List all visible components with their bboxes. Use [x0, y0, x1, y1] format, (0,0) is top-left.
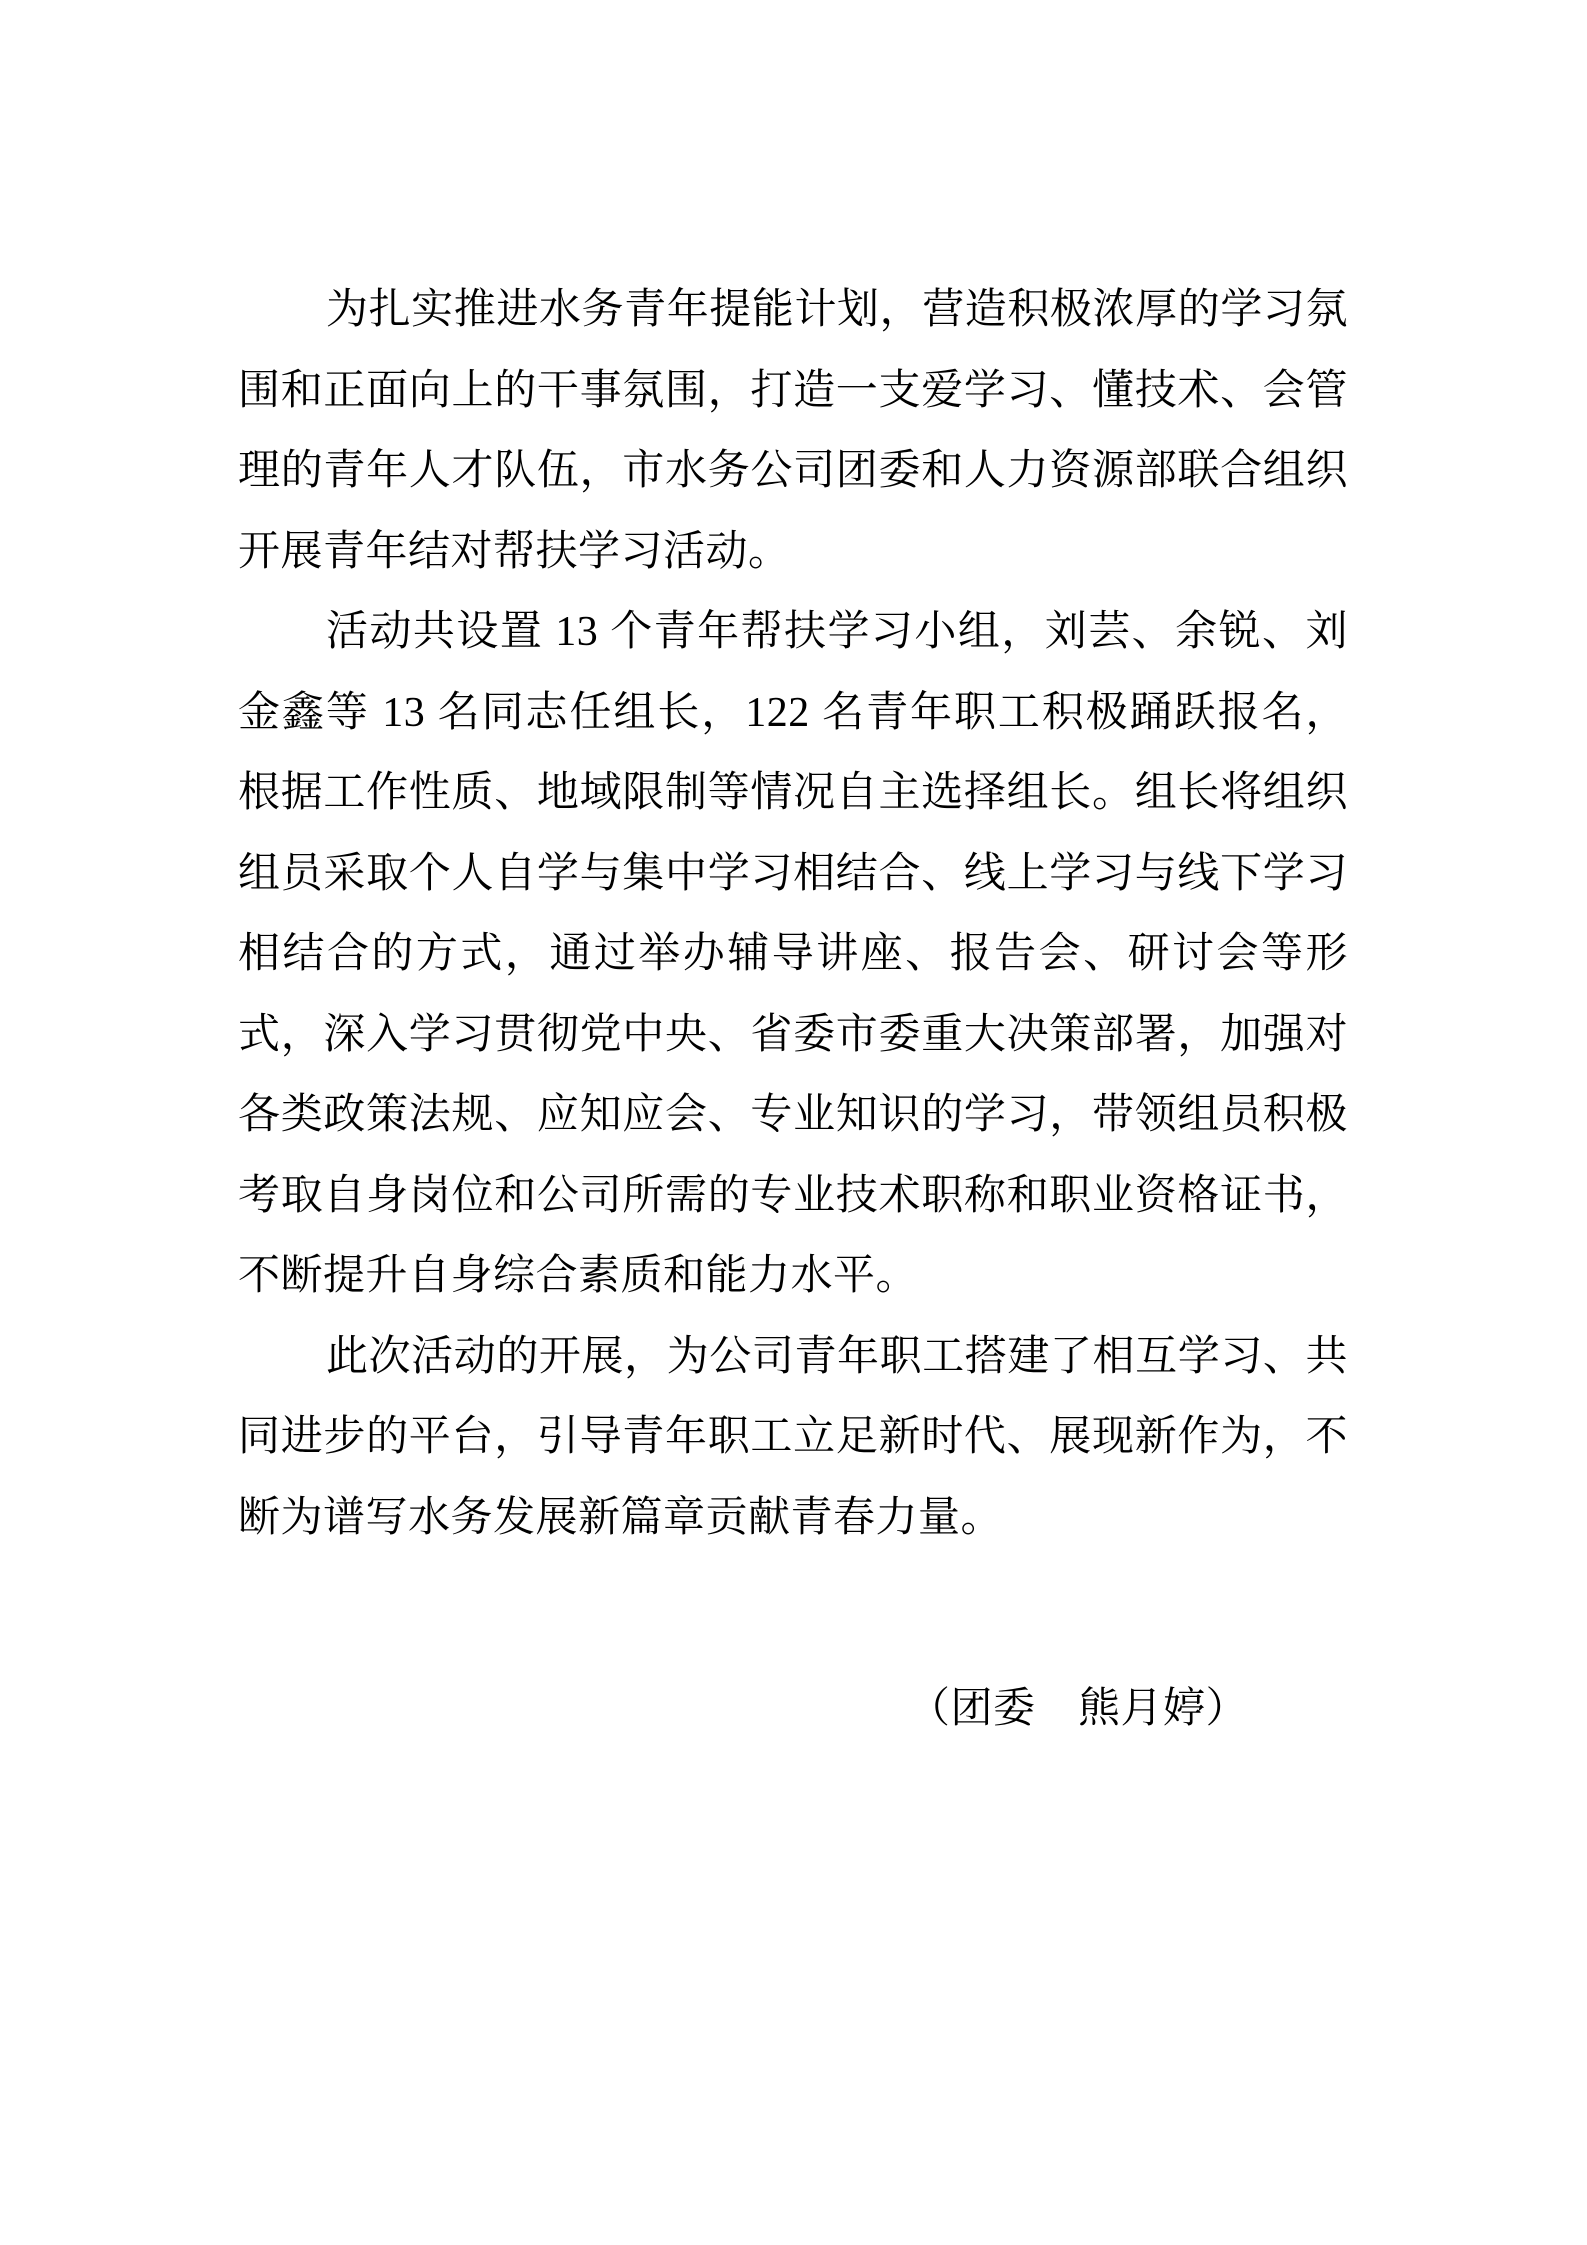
paragraph-intro: 为扎实推进水务青年提能计划，营造积极浓厚的学习氛围和正面向上的干事氛围，打造一支爱学习、懂技术、会管理的青年人才队伍，市水务公司团委和人力资源部联合组织开展青年结对帮扶学习活动。 [238, 287, 1348, 575]
paragraph-activity-details: 活动共设置 13 个青年帮扶学习小组，刘芸、余锐、刘金鑫等 13 名同志任组长，122 名青年职工积极踊跃报名，根据工作性质、地域限制等情况自主选择组长。组长将组织组员采取个人自学与集中学习相结合、线上学习与线下学习相结合的方式，通过举办辅导讲座、报告会、研讨会等形式，深入学习贯彻党中央、省委市委重大决策部署，加强对各类政策法规、应知应会、专业知识的学习，带领组员积极考取自身岗位和公司所需的专业技术职称和职业资格证书，不断提升自身综合素质和能力水平。 [238, 609, 1348, 1299]
paragraph-conclusion: 此次活动的开展，为公司青年职工搭建了相互学习、共同进步的平台，引导青年职工立足新时代、展现新作为，不断为谱写水务发展新篇章贡献青春力量。 [238, 1333, 1348, 1541]
document-body [238, 270, 1348, 1750]
signature-line: （团委 熊月婷） [907, 1686, 1248, 1732]
